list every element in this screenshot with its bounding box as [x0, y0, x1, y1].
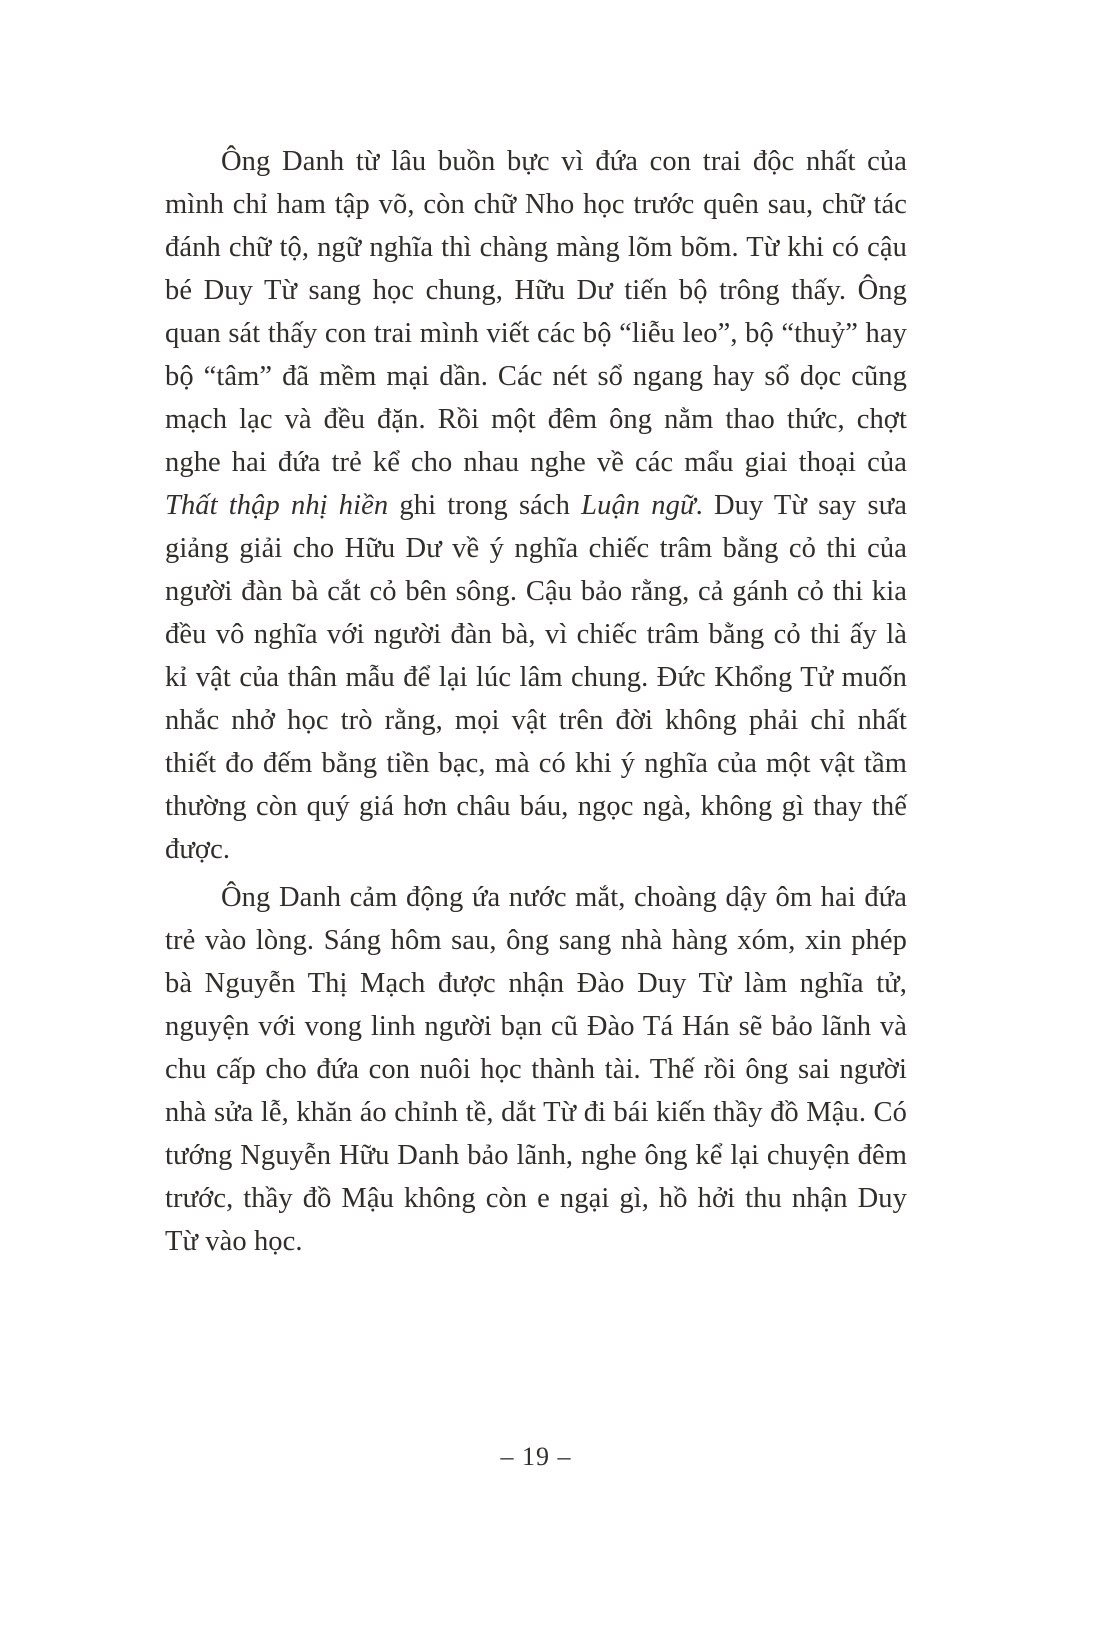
book-title-that-thap-nhi-hien: Thất thập nhị hiền	[165, 490, 389, 521]
page-number: – 19 –	[500, 1442, 572, 1471]
paragraph-1	[165, 140, 907, 871]
paragraph-1-text-c: . Duy Từ say sưa giảng giải cho Hữu Dư về ý nghĩa chiếc trâm bằng cỏ thi của người đàn bà cắt cỏ bên sông. Cậu bảo rằng, cả gánh cỏ thi kia đều vô nghĩa với người đàn bà, vì chiếc trâm bằng cỏ thi ấy là kỉ vật của thân mẫu để lại lúc lâm chung. Đức Khổng Tử muốn nhắc nhở học trò rằng, mọi vật trên đời không phải chỉ nhất thiết đo đếm bằng tiền bạc, mà có khi ý nghĩa của một vật tầm thường còn quý giá hơn châu báu, ngọc ngà, không gì thay thế được.	[165, 490, 907, 865]
book-title-luan-ngu: Luận ngữ	[581, 490, 696, 521]
paragraph-1-text-b: ghi trong sách	[388, 490, 582, 521]
paragraph-1-text-a: Ông Danh từ lâu buồn bực vì đứa con trai độc nhất của mình chỉ ham tập võ, còn chữ Nho học trước quên sau, chữ tác đánh chữ tộ, ngữ nghĩa thì chàng màng lõm bõm. Từ khi có cậu bé Duy Từ sang học chung, Hữu Dư tiến bộ trông thấy. Ông quan sát thấy con trai mình viết các bộ “liễu leo”, bộ “thuỷ” hay bộ “tâm” đã mềm mại dần. Các nét sổ ngang hay sổ dọc cũng mạch lạc và đều đặn. Rồi một đêm ông nằm thao thức, chợt nghe hai đứa trẻ kể cho nhau nghe về các mẩu giai thoại của	[165, 146, 907, 478]
paragraph-2: Ông Danh cảm động ứa nước mắt, choàng dậy ôm hai đứa trẻ vào lòng. Sáng hôm sau, ông sang nhà hàng xóm, xin phép bà Nguyễn Thị Mạch được nhận Đào Duy Từ làm nghĩa tử, nguyện với vong linh người bạn cũ Đào Tá Hán sẽ bảo lãnh và chu cấp cho đứa con nuôi học thành tài. Thế rồi ông sai người nhà sửa lễ, khăn áo chỉnh tề, dắt Từ đi bái kiến thầy đồ Mậu. Có tướng Nguyễn Hữu Danh bảo lãnh, nghe ông kể lại chuyện đêm trước, thầy đồ Mậu không còn e ngại gì, hồ hởi thu nhận Duy Từ vào học.	[165, 882, 907, 1257]
body-text	[165, 140, 907, 1263]
